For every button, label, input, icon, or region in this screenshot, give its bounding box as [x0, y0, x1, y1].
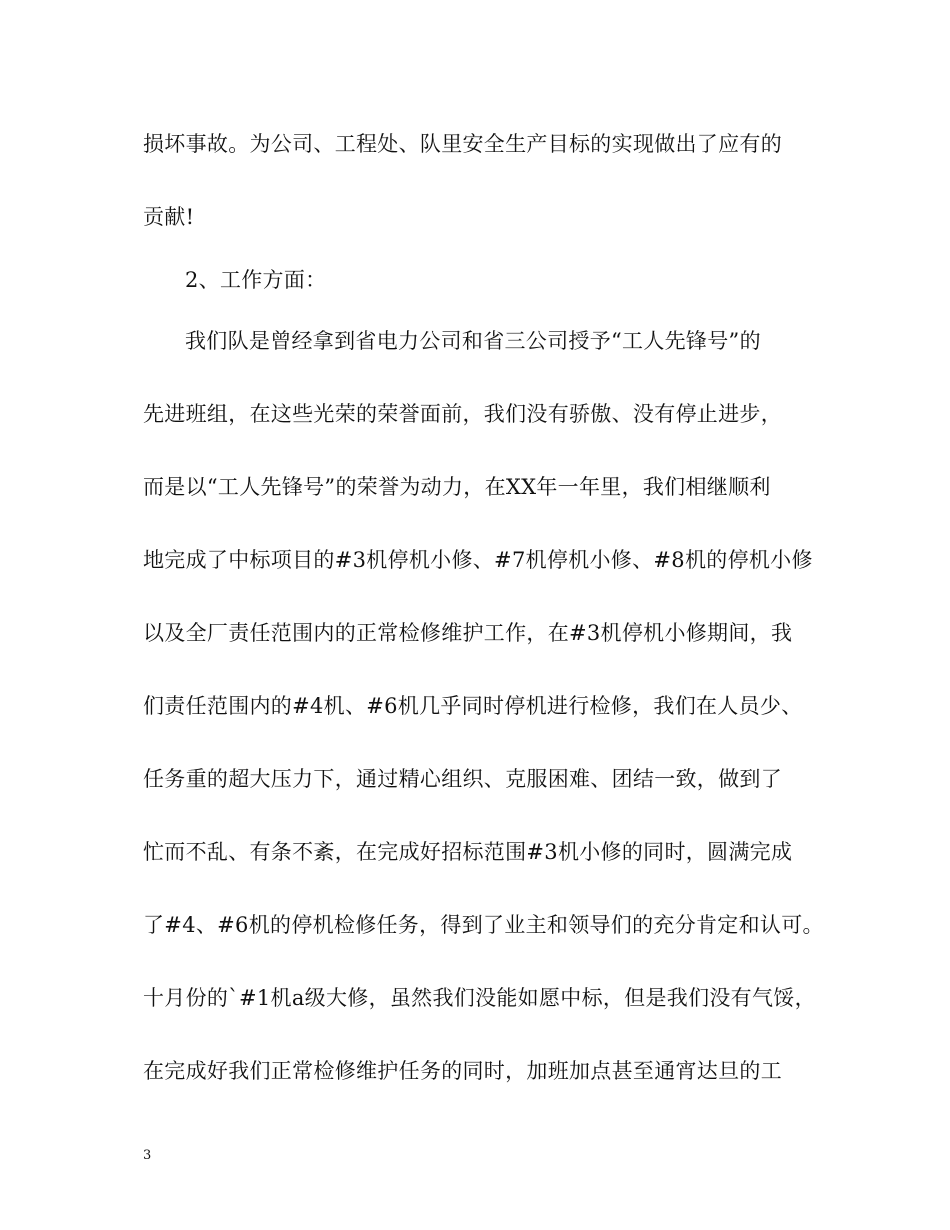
text-line-8: 以及全厂责任范围内的正常检修维护工作，在#3机停机小修期间，我 [143, 621, 793, 645]
text-line-12: 了#4、#6机的停机检修任务，得到了业主和领导们的充分肯定和认可。 [143, 913, 824, 937]
text-line-5: 先进班组，在这些光荣的荣誉面前，我们没有骄傲、没有停止进步， [143, 402, 782, 426]
text-line-6: 而是以“工人先锋号”的荣誉为动力，在XX年一年里，我们相继顺利 [143, 475, 771, 499]
text-line-9: 们责任范围内的#4机、#6机几乎同时停机进行检修，我们在人员少、 [143, 694, 803, 718]
text-line-11: 忙而不乱、有条不紊，在完成好招标范围#3机小修的同时，圆满完成 [143, 840, 793, 864]
section-heading: 2、工作方面： [185, 268, 327, 292]
text-line-14: 在完成好我们正常检修维护任务的同时，加班加点甚至通宵达旦的工 [143, 1059, 782, 1083]
text-line-7: 地完成了中标项目的#3机停机小修、#7机停机小修、#8机的停机小修 [143, 548, 813, 572]
text-line-13: 十月份的`#1机a级大修，虽然我们没能如愿中标，但是我们没有气馁， [143, 986, 816, 1010]
text-line-1: 损坏事故。为公司、工程处、队里安全生产目标的实现做出了应有的 [143, 132, 782, 156]
text-line-4: 我们队是曾经拿到省电力公司和省三公司授予“工人先锋号”的 [185, 329, 761, 353]
text-line-10: 任务重的超大压力下，通过精心组织、克服困难、团结一致，做到了 [143, 767, 782, 791]
text-line-2: 贡献! [143, 205, 195, 229]
page-number: 3 [143, 1148, 152, 1163]
